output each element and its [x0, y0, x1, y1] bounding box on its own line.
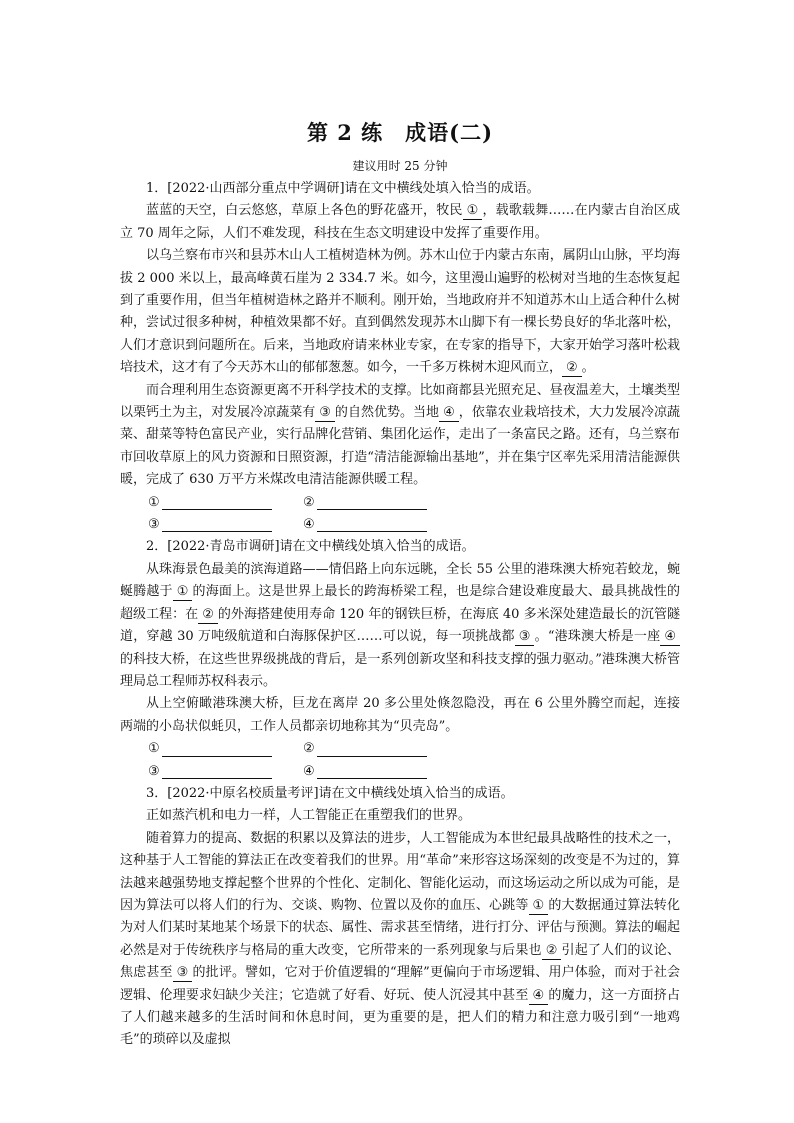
q1-answer-2[interactable]: ② [303, 492, 458, 514]
question-3-heading: 3．[2022·中原名校质量考评]请在文中横线处填入恰当的成语。 [146, 785, 514, 801]
q2-answer-1[interactable]: ① [148, 738, 303, 760]
q1-paragraph-2: 以乌兰察布市兴和县苏木山人工植树造林为例。苏木山位于内蒙古东南，属阴山山脉，平均海拔 2 000 米以上，最高峰黄石崖为 2 334.7 米。如今，这里漫山遍野的松树对当地的生态恢复起到了重要作用，但当年植树造林之路并不顺利。刚开始，当地政府并不知道苏木山上适合种什么树种，尝试过很多种树，种植效果都不好。直到偶然发现苏木山脚下有一棵长势良好的华北落叶松，人们才意识到问题所在。后来，当地政府请来林业专家，在专家的指导下，大家开始学习落叶松栽培技术，这才有了今天苏木山的郁郁葱葱。如今，一千多万株树木迎风而立， ② 。 [120, 248, 680, 376]
q1-answer-3[interactable]: ③ [148, 514, 303, 536]
q2-blank-2: ② [198, 607, 218, 624]
page-title: 第 2 练 成语(二) [306, 120, 494, 145]
q2-blank-3: ③ [515, 629, 535, 646]
q1-blank-3: ③ [315, 405, 335, 422]
q3-paragraph-1: 正如蒸汽机和电力一样，人工智能正在重塑我们的世界。 [146, 808, 472, 824]
q3-blank-4: ④ [529, 988, 549, 1005]
q3-paragraph-2: 随着算力的提高、数据的积累以及算法的进步，人工智能成为本世纪最具战略性的技术之一，这种基于人工智能的算法正在改变着我们的世界。用“革命”来形容这场深刻的改变是不为过的，算法越来越强势地支撑起整个世界的个性化、定制化、智能化运动，而这场运动之所以成为可能，是因为算法可以将人们的行为、交谈、购物、位置以及你的血压、心跳等 ① 的大数据通过算法转化为对人们某时某地某个场景下的状态、属性、需求甚至情绪，进行打分、评估与预测。算法的崛起必然是对于传统秩序与格局的重大改变，它所带来的一系列现象与后果也 ② 引起了人们的议论、焦虑甚至 ③ 的批评。譬如，它对于价值逻辑的“理解”更偏向于市场逻辑、用户体验，而对于社会逻辑、伦理要求妇缺少关注；它造就了好看、好玩、使人沉浸其中甚至 ④ 的魔力，这一方面挤占了人们越来越多的生活时间和休息时间，更为重要的是，把人们的精力和注意力吸引到“一地鸡毛”的琐碎以及虚拟 [120, 830, 680, 1048]
q2-answer-4[interactable]: ④ [303, 761, 458, 783]
q1-answer-4[interactable]: ④ [303, 514, 458, 536]
q1-blank-1: ① [463, 203, 483, 220]
q2-answer-area [120, 738, 680, 783]
q2-paragraph-2: 从上空俯瞰港珠澳大桥，巨龙在离岸 20 多公里处倏忽隐没，再在 6 公里外腾空而起，连接两端的小岛状似蚝贝，工作人员都亲切地称其为“贝壳岛”。 [120, 696, 680, 734]
q2-answer-2[interactable]: ② [303, 738, 458, 760]
q3-blank-3: ③ [173, 965, 193, 982]
q2-blank-4: ④ [660, 629, 680, 646]
q1-blank-4: ④ [439, 405, 459, 422]
worksheet-page [120, 118, 680, 1052]
q3-blank-1: ① [529, 898, 549, 915]
q2-blank-1: ① [173, 584, 193, 601]
q1-paragraph-1: 蓝蓝的天空，白云悠悠，草原上各色的野花盛开，牧民 ① ，载歌载舞……在内蒙古自治区成立 70 周年之际，人们不难发现，科技在生态文明建设中发挥了重要作用。 [120, 203, 680, 241]
question-2-heading: 2．[2022·青岛市调研]请在文中横线处填入恰当的成语。 [146, 539, 475, 555]
q1-blank-2: ② [562, 360, 582, 377]
q1-answer-1[interactable]: ① [148, 492, 303, 514]
time-suggestion: 建议用时 25 分钟 [352, 159, 448, 173]
q1-paragraph-3: 而合理利用生态资源更离不开科学技术的支撑。比如商都县光照充足、昼夜温差大，土壤类型以栗钙土为主，对发展冷凉蔬菜有 ③ 的自然优势。当地 ④ ，依靠农业栽培技术，大力发展冷凉蔬菜、甜菜等特色富民产业，实行品牌化营销、集团化运作，走出了一条富民之路。还有，乌兰察布市回收草原上的风力资源和日照资源，打造“清洁能源输出基地”，并在集宁区率先采用清洁能源供暖，完成了 630 万平方米煤改电清洁能源供暖工程。 [120, 382, 680, 488]
question-1-heading: 1．[2022·山西部分重点中学调研]请在文中横线处填入恰当的成语。 [146, 181, 540, 196]
q2-answer-3[interactable]: ③ [148, 761, 303, 783]
q2-paragraph-1: 从珠海景色最美的滨海道路——情侣路上向东远眺，全长 55 公里的港珠澳大桥宛若蛟龙，蜿蜒腾越于 ① 的海面上。这是世界上最长的跨海桥梁工程，也是综合建设难度最大、最具挑战性的超级工程：在 ② 的外海搭建使用寿命 120 年的钢铁巨桥，在海底 40 多米深处建造最长的沉管隧道，穿越 30 万吨级航道和白海豚保护区……可以说，每一项挑战都 ③ 。“港珠澳大桥是一座 ④的科技大桥，在这些世界级挑战的背后，是一系列创新攻坚和科技支撑的强力驱动。”港珠澳大桥管理局总工程师苏权科表示。 [120, 561, 680, 689]
q3-blank-2: ② [542, 943, 562, 960]
q1-answer-area [120, 492, 680, 537]
